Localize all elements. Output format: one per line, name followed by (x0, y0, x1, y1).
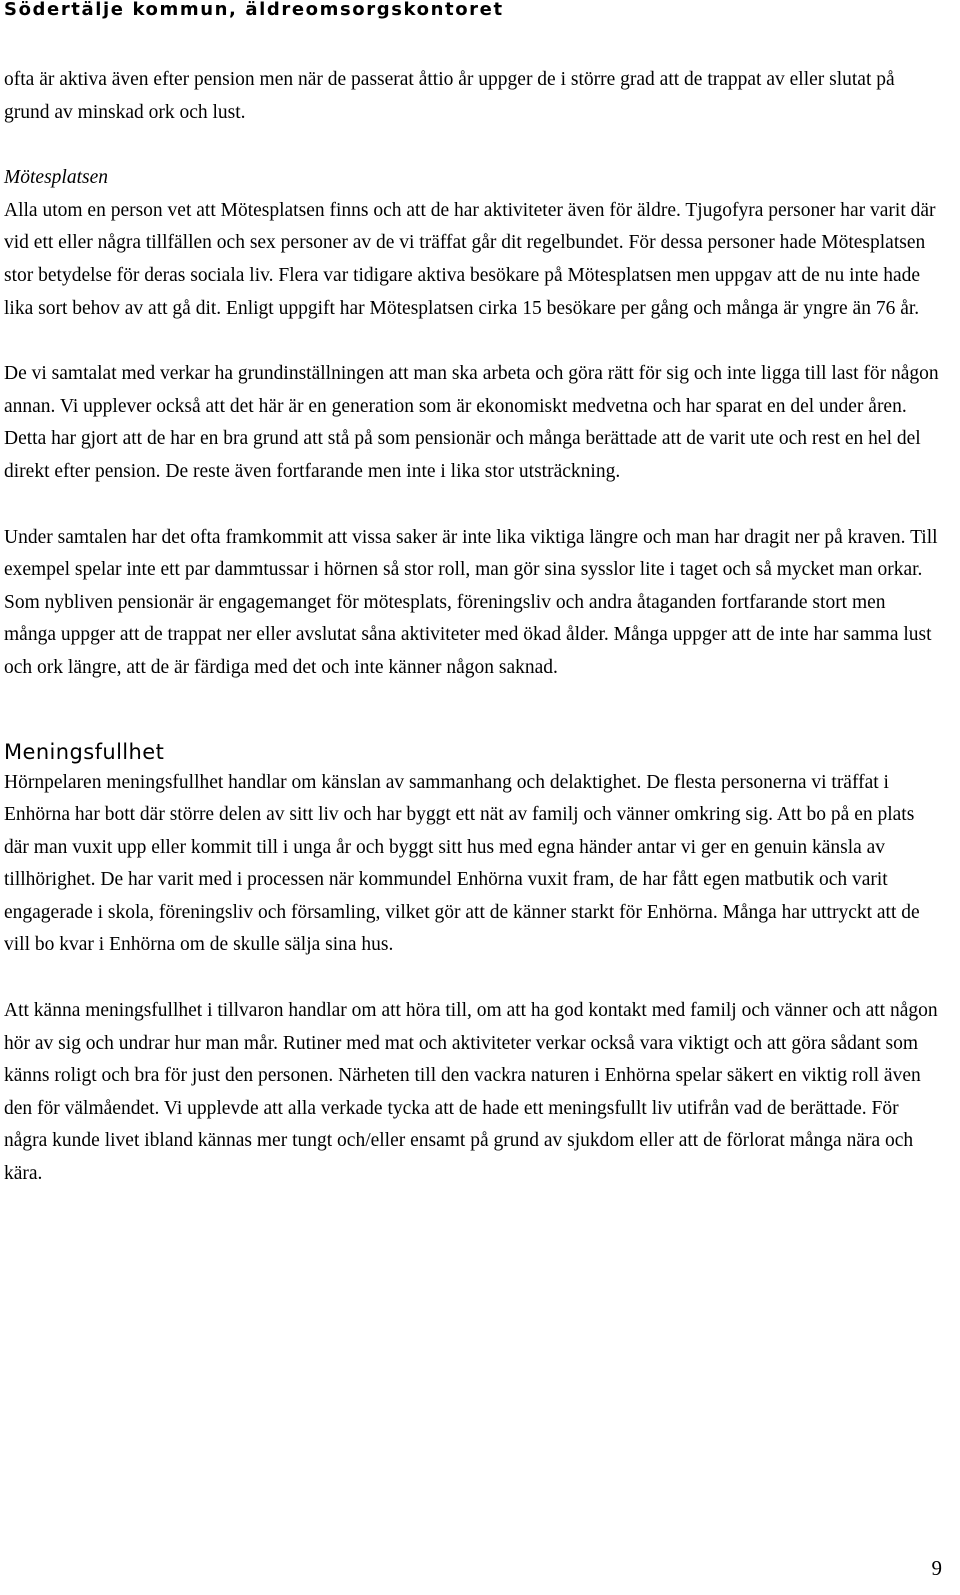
grundinstallning-paragraph: De vi samtalat med verkar ha grundinställningen att man ska arbeta och göra rätt för sig och inte ligga till last för någon annan. Vi upplever också att det här är en generation som är ekonomiskt medvetna och har sparat en del under åren. Detta har gjort att de har en bra grund att stå på som pensionär och många berättade att de varit ute och rest en hel del direkt efter pension. De reste även fortfarande men inte i lika stor utsträckning. (4, 363, 939, 482)
motesplatsen-paragraph: Alla utom en person vet att Mötesplatsen finns och att de har aktiviteter även för äldre. Tjugofyra personer har varit där vid ett eller några tillfällen och sex personer av de vi träffat går dit regelbundet. För dessa personer hade Mötesplatsen stor betydelse för deras sociala liv. Flera var tidigare aktiva besökare på Mötesplatsen men uppgav att de nu inte hade lika sort behov av att gå dit. Enligt uppgift har Mötesplatsen cirka 15 besökare per gång och många är yngre än 76 år. (4, 199, 936, 319)
page-number: 9 (931, 1556, 942, 1580)
page-header: Södertälje kommun, äldreomsorgskontoret (4, 0, 504, 20)
intro-paragraph: ofta är aktiva även efter pension men när de passerat åttio år uppger de i större grad att de trappat av eller slutat på grund av minskad ork och lust. (4, 69, 895, 123)
tillvaron-paragraph: Att känna meningsfullhet i tillvaron handlar om att höra till, om att ha god kontakt med familj och vänner och att någon hör av sig och undrar hur man mår. Rutiner med mat och aktiviteter verkar också vara viktigt och att göra sådant som känns roligt och bra för just den personen. Närheten till den vackra naturen i Enhörna spelar säkert en viktig roll även den för välmåendet. Vi upplevde att alla verkade tycka att de hade ett meningsfullt liv utifrån vad de berättade. För några kunde livet ibland kännas mer tungt och/eller ensamt på grund av sjukdom eller att de förlorat många nära och kära. (4, 1000, 938, 1185)
meningsfullhet-heading: Meningsfullhet (4, 739, 165, 764)
samtalen-paragraph: Under samtalen har det ofta framkommit att vissa saker är inte lika viktiga längre och man har dragit ner på kraven. Till exempel spelar inte ett par dammtussar i hörnen så stor roll, man gör sina sysslor lite i taget och så mycket man orkar. Som nybliven pensionär är engagemanget för mötesplats, föreningsliv och andra åtaganden fortfarande stort men många uppger att de trappat ner eller avslutat såna aktiviteter med ökad ålder. Många uppger att de inte har samma lust och ork längre, att de är färdiga med det och inte känner någon saknad. (4, 526, 938, 678)
hornpelaren-paragraph: Hörnpelaren meningsfullhet handlar om känslan av sammanhang och delaktighet. De flesta personerna vi träffat i Enhörna har bott där större delen av sitt liv och har byggt ett nät av familj och vänner omkring sig. Att bo på en plats där man vuxit upp eller kommit till i unga år och byggt sitt hus med egna händer antar vi ger en genuin känsla av tillhörighet. De har varit med i processen när kommundel Enhörna vuxit fram, de har fått egen matbutik och varit engagerade i skola, föreningsliv och församling, vilket gör att de känner starkt för Enhörna. Många har uttryckt att de vill bo kvar i Enhörna om de skulle sälja sina hus. (4, 771, 920, 956)
motesplatsen-subheading: Mötesplatsen (4, 167, 108, 189)
document-body (4, 64, 942, 1191)
